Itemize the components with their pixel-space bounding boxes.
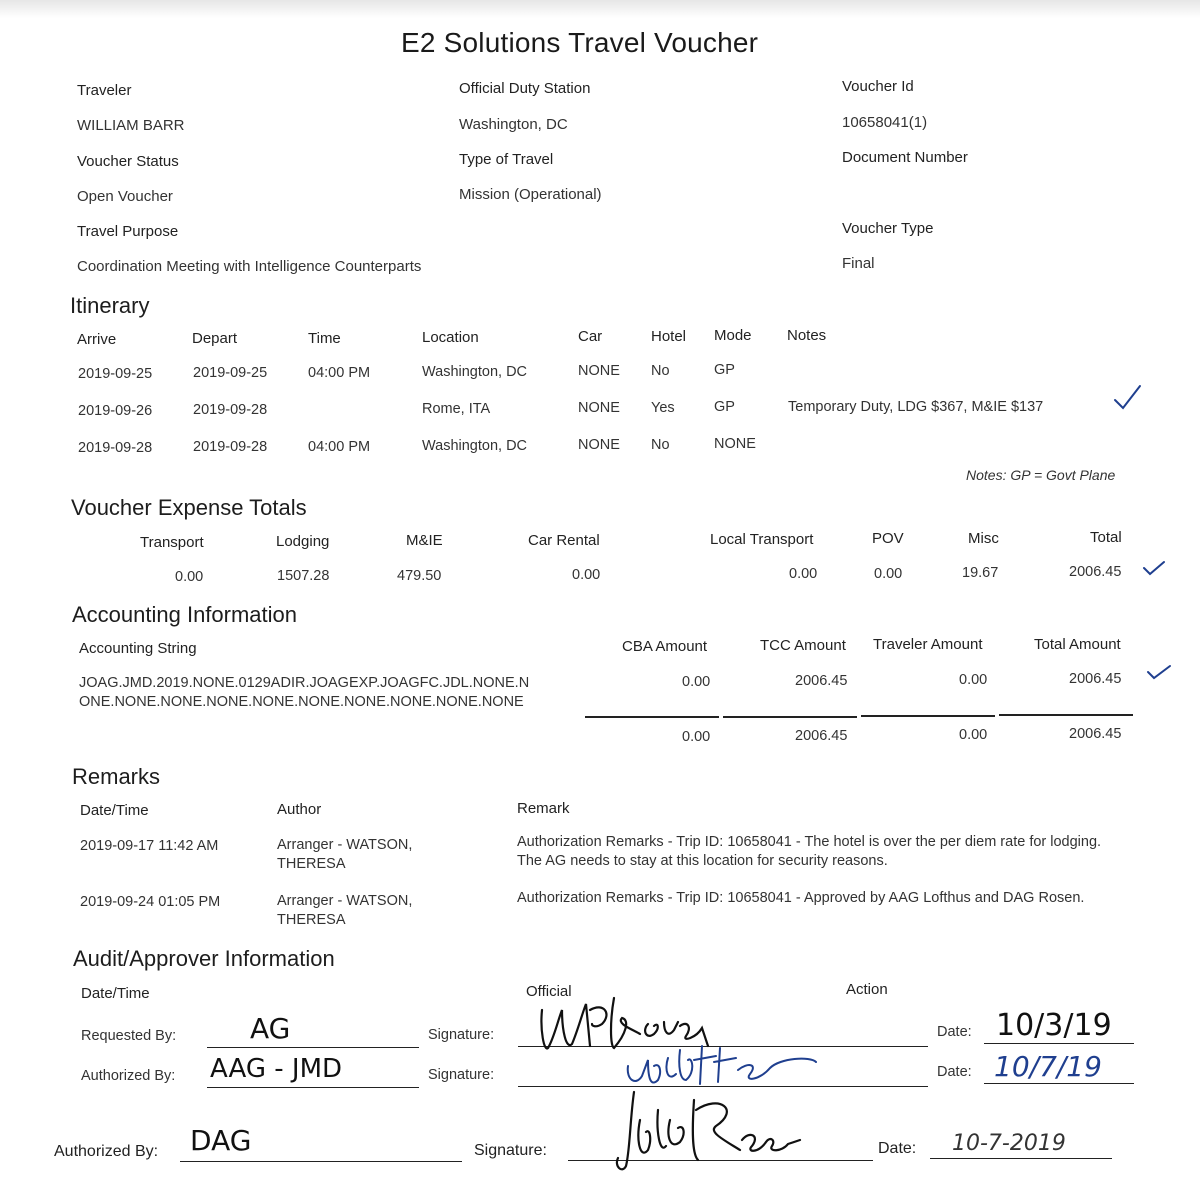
voucher-status-value: Open Voucher xyxy=(77,188,173,205)
remark-1-author-line1: Arranger - WATSON, xyxy=(277,837,413,853)
final-signature-label: Signature: xyxy=(474,1142,547,1159)
type-of-travel-value: Mission (Operational) xyxy=(459,186,602,203)
expense-pov-value: 0.00 xyxy=(874,566,903,582)
itinerary-row-2-hotel: Yes xyxy=(651,400,675,416)
requested-by-handwritten: AG xyxy=(250,1012,291,1045)
itinerary-col-time: Time xyxy=(308,330,341,347)
itinerary-col-arrive: Arrive xyxy=(77,331,117,348)
remark-1-author-line2: THERESA xyxy=(277,856,346,872)
accounting-cba-total: 0.00 xyxy=(682,729,711,745)
remarks-col-datetime: Date/Time xyxy=(80,802,149,819)
accounting-divider xyxy=(585,716,719,718)
itinerary-row-2-depart: 2019-09-28 xyxy=(193,402,268,418)
expense-col-local-transport: Local Transport xyxy=(710,531,814,548)
itinerary-row-2-location: Rome, ITA xyxy=(422,401,491,417)
itinerary-row-1-depart: 2019-09-25 xyxy=(193,365,268,381)
voucher-type-value: Final xyxy=(842,255,875,272)
itinerary-col-car: Car xyxy=(578,328,603,345)
voucher-id-value: 10658041(1) xyxy=(842,114,928,131)
accounting-traveler-total: 0.00 xyxy=(959,727,988,743)
voucher-status-label: Voucher Status xyxy=(77,153,179,170)
itinerary-row-1-location: Washington, DC xyxy=(422,364,528,380)
remark-1-text: Authorization Remarks - Trip ID: 10658041 - The hotel is over the per diem rate for lodging. The AG needs to stay at this location for security reasons. xyxy=(517,834,1102,869)
itinerary-row-3-hotel: No xyxy=(651,437,670,453)
checkmark-icon xyxy=(1142,558,1166,578)
authorized-by-label: Authorized By: xyxy=(81,1068,176,1084)
remarks-col-author: Author xyxy=(277,801,322,818)
remarks-col-remark: Remark xyxy=(517,800,570,817)
final-authorized-by-handwritten: DAG xyxy=(190,1124,252,1157)
duty-station-label: Official Duty Station xyxy=(459,80,591,97)
traveler-value: WILLIAM BARR xyxy=(77,117,185,134)
expense-col-lodging: Lodging xyxy=(276,533,330,550)
itinerary-col-location: Location xyxy=(422,329,479,346)
accounting-string-line1: JOAG.JMD.2019.NONE.0129ADIR.JOAGEXP.JOAGFC.JDL.NONE.N xyxy=(79,675,530,691)
accounting-string-line2: ONE.NONE.NONE.NONE.NONE.NONE.NONE.NONE.NONE.NONE xyxy=(79,694,524,710)
document-number-label: Document Number xyxy=(842,149,968,166)
authorized-by-handwritten: AAG - JMD xyxy=(210,1054,343,1084)
audit-col-action: Action xyxy=(846,981,888,998)
itinerary-row-1-time: 04:00 PM xyxy=(308,365,371,381)
accounting-col-total: Total Amount xyxy=(1034,636,1121,653)
expense-car-rental-value: 0.00 xyxy=(572,567,601,583)
expense-lodging-value: 1507.28 xyxy=(277,568,330,584)
accounting-traveler-value: 0.00 xyxy=(959,672,988,688)
requested-by-line xyxy=(207,1047,419,1048)
itinerary-col-notes: Notes xyxy=(787,327,827,344)
expense-col-mie: M&IE xyxy=(406,532,443,549)
authorized-signature-label: Signature: xyxy=(428,1067,495,1083)
audit-col-datetime: Date/Time xyxy=(81,985,150,1002)
authorized-date-label: Date: xyxy=(937,1064,972,1080)
page-top-shadow xyxy=(0,0,1200,18)
voucher-id-label: Voucher Id xyxy=(842,78,914,95)
itinerary-row-1-mode: GP xyxy=(714,362,735,378)
accounting-tcc-total: 2006.45 xyxy=(795,728,848,744)
accounting-divider xyxy=(723,716,857,718)
itinerary-heading: Itinerary xyxy=(70,293,150,318)
itinerary-row-3-time: 04:00 PM xyxy=(308,439,371,455)
requested-date-handwritten: 10/3/19 xyxy=(996,1008,1112,1043)
accounting-col-traveler: Traveler Amount xyxy=(873,636,983,653)
accounting-total-total: 2006.45 xyxy=(1069,726,1122,742)
audit-col-official: Official xyxy=(526,983,572,1000)
itinerary-row-3-arrive: 2019-09-28 xyxy=(78,440,153,456)
authorized-date-line xyxy=(984,1083,1134,1084)
final-date-handwritten: 10-7-2019 xyxy=(952,1131,1066,1156)
itinerary-row-3-car: NONE xyxy=(578,437,620,453)
itinerary-row-3-mode: NONE xyxy=(714,436,756,452)
accounting-total-value: 2006.45 xyxy=(1069,671,1122,687)
itinerary-row-3-location: Washington, DC xyxy=(422,438,528,454)
accounting-heading: Accounting Information xyxy=(72,602,298,627)
itinerary-row-2-mode: GP xyxy=(714,399,735,415)
remark-2-author-line1: Arranger - WATSON, xyxy=(277,893,413,909)
expense-col-pov: POV xyxy=(872,530,904,547)
document-title: E2 Solutions Travel Voucher xyxy=(401,27,759,58)
requested-date-line xyxy=(984,1043,1134,1044)
itinerary-row-1-car: NONE xyxy=(578,363,620,379)
accounting-col-tcc: TCC Amount xyxy=(760,637,846,654)
audit-heading: Audit/Approver Information xyxy=(73,946,335,971)
expense-col-transport: Transport xyxy=(140,534,204,551)
expense-mie-value: 479.50 xyxy=(397,568,442,584)
type-of-travel-label: Type of Travel xyxy=(459,151,554,168)
expense-transport-value: 0.00 xyxy=(175,569,204,585)
accounting-col-string: Accounting String xyxy=(79,640,197,657)
itinerary-row-1-hotel: No xyxy=(651,363,670,379)
accounting-cba-value: 0.00 xyxy=(682,674,711,690)
expenses-heading: Voucher Expense Totals xyxy=(71,495,307,520)
remark-1-datetime: 2019-09-17 11:42 AM xyxy=(80,838,219,854)
duty-station-value: Washington, DC xyxy=(459,116,568,133)
accounting-divider xyxy=(999,714,1133,716)
checkmark-icon xyxy=(1112,384,1142,412)
itinerary-row-2-notes: Temporary Duty, LDG $367, M&IE $137 xyxy=(788,399,1044,415)
remarks-heading: Remarks xyxy=(72,764,161,789)
expense-misc-value: 19.67 xyxy=(962,565,999,581)
authorized-by-line xyxy=(207,1087,419,1088)
requested-by-label: Requested By: xyxy=(81,1028,177,1044)
remark-2-author-line2: THERESA xyxy=(277,912,346,928)
remark-2-text: Authorization Remarks - Trip ID: 10658041 - Approved by AAG Lofthus and DAG Rosen. xyxy=(517,890,1085,906)
requested-date-label: Date: xyxy=(937,1024,972,1040)
requested-signature-label: Signature: xyxy=(428,1027,495,1043)
final-authorized-by-label: Authorized By: xyxy=(54,1143,159,1160)
itinerary-col-depart: Depart xyxy=(192,330,238,347)
itinerary-col-hotel: Hotel xyxy=(651,328,687,345)
itinerary-row-1-arrive: 2019-09-25 xyxy=(78,366,153,382)
signature-rosen-icon xyxy=(600,1080,820,1180)
itinerary-footnote: Notes: GP = Govt Plane xyxy=(966,467,1116,483)
itinerary-row-2-arrive: 2019-09-26 xyxy=(78,403,153,419)
expense-col-total: Total xyxy=(1090,529,1122,546)
expense-col-car-rental: Car Rental xyxy=(528,532,600,549)
remark-2-datetime: 2019-09-24 01:05 PM xyxy=(80,894,221,910)
itinerary-col-mode: Mode xyxy=(714,327,752,344)
expense-local-transport-value: 0.00 xyxy=(789,566,818,582)
travel-purpose-label: Travel Purpose xyxy=(77,223,179,240)
final-date-line xyxy=(930,1158,1112,1159)
accounting-tcc-value: 2006.45 xyxy=(795,673,848,689)
traveler-label: Traveler xyxy=(77,82,132,99)
final-date-label: Date: xyxy=(878,1140,917,1157)
travel-purpose-value: Coordination Meeting with Intelligence Counterparts xyxy=(77,258,422,275)
itinerary-row-2-car: NONE xyxy=(578,400,620,416)
final-authorized-by-line xyxy=(180,1161,462,1162)
accounting-divider xyxy=(861,715,995,717)
expense-total-value: 2006.45 xyxy=(1069,564,1122,580)
expense-col-misc: Misc xyxy=(968,530,999,547)
itinerary-row-3-depart: 2019-09-28 xyxy=(193,439,268,455)
checkmark-icon xyxy=(1146,662,1172,682)
accounting-col-cba: CBA Amount xyxy=(622,638,708,655)
voucher-type-label: Voucher Type xyxy=(842,220,934,237)
authorized-date-handwritten: 10/7/19 xyxy=(994,1050,1102,1083)
